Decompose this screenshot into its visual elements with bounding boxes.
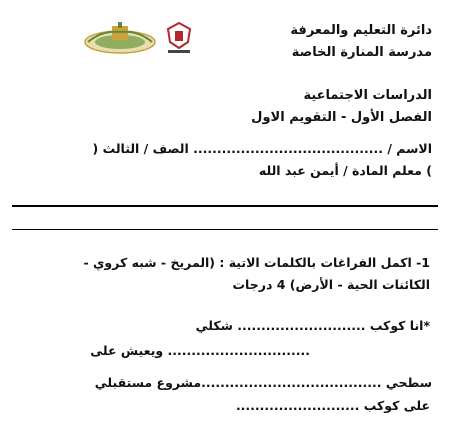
fill-blank-2: .............................. ويعيش على [90,343,310,358]
government-emblem-icon [162,20,196,56]
term-title: الفصل الأول - التقويم الاول [251,110,432,125]
divider-bottom [12,229,438,230]
department-name: دائرة التعليم والمعرفة [290,23,432,38]
divider-top [12,205,438,207]
fill-blank-1: *انا كوكب ........................... شكلي [195,318,430,333]
fill-blank-3: سطحي ......................................مشروع مستقبلي [94,375,432,390]
school-name: مدرسة المنارة الخاصة [291,45,432,60]
question-words: الكائنات الحية - الأرض) 4 درجات [232,277,430,292]
fill-blank-4: على كوكب .......................... [235,398,430,413]
school-logo [82,20,158,56]
student-name-line: الاسم / ........................................ الصف / الثالث ( [92,141,432,156]
subject-title: الدراسات الاجتماعية [303,88,432,103]
question-instruction: 1- اكمل الفراغات بالكلمات الاتية : (المريخ - شبه كروي - [83,255,430,270]
teacher-line: ) معلم المادة / أيمن عبد الله [258,163,432,178]
